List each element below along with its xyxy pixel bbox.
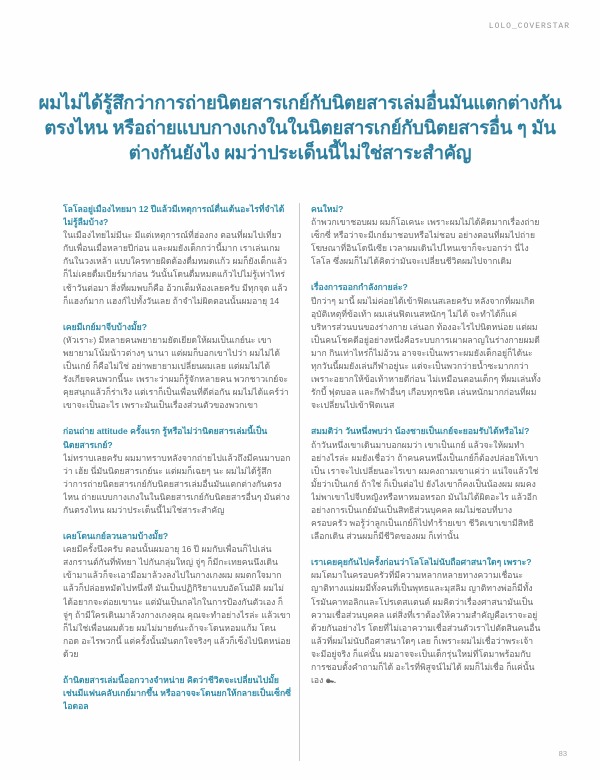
interview-answer-text: ผมโตมาในครอบครัวที่มีความหลากหลายทางความเชื่อนะ ญาติทางแม่ผมมีทั้งคนที่เป็นพุทธและมุสลิม ญาติทางพ่อก็มีทั้งโรมันคาทอลิกและโปรเตสแตนต์ ผมคิดว่าเรื่องศาสนามันเป็นความเชื่อส่วนบุคคล แต่สิ่งที่เราต้องให้ความสำคัญคือเราจะอยู่ด้วยกันอย่างไร โดยที่ไม่เอาความเชื่อส่วนตัวเราไปตัดสินคนอื่น แล้วที่ผมไม่นับถือศาสนาใดๆ เลย ก็เพราะผมไม่เชื่อว่าพระเจ้าจะมีอยู่จริง ก็แค่นั้น ผมอาจจะเป็นเด็กรุ่นใหม่ที่โตมาพร้อมกับการชอบตั้งคำถามก็ได้ อะไรที่พิสูจน์ไม่ได้ ผมก็ไม่เชื่อ ก็แค่นั้นเอง <box>311 570 541 686</box>
headline-line: ผมไม่ได้รู้สึกว่าการถ่ายนิตยสารเกย์กับนิตยสารเล่มอื่นมันแตกต่างกัน <box>38 92 562 113</box>
interview-question: สมมติว่า วันหนึ่งพบว่า น้องชายเป็นเกย์จะยอมรับได้หรือไม่? <box>311 426 530 437</box>
interview-answer: (หัวเราะ) มีหลายคนพยายามยัดเยียดให้ผมเป็นเกย์นะ เขาพยายามโน้มน้าวต่างๆ นานา แต่ผมก็บอกเขาไปว่า ผมไม่ได้เป็นเกย์ ก็คือไม่ใช่ อย่าพยายามเปลี่ยนผมเลย แต่ผมไม่ได้รังเกียจคนพวกนี้นะ เพราะว่าผมก็รู้จักหลายคน พวกชาวเกย์จะคุยสนุกแล้วก็ร่าเริง แต่เราก็เป็นเพื่อนที่ดีต่อกัน ผมไม่ได้แคร์ว่าเขาจะเป็นอะไร เพราะมันเป็นเรื่องส่วนตัวของพวกเขา <box>63 334 289 411</box>
interview-question: เคยโดนเกย์ลวนลามบ้างมั้ย? <box>63 531 169 542</box>
interview-answer: ถ้าพวกเขาชอบผม ผมก็โอเคนะ เพราะผมไม่ได้คิดมากเรื่องถ่ายเซ็กซี่ หรือว่าจะมีเกย์มาชอบหรือไม่ชอบ อย่างตอนที่ผมไปถ่ายโฆษณาที่อินโดนีเซีย เวลาผมเดินไปไหนเขาก็จะบอกว่า นี่ไงโลโล ซึ่งผมก็ไม่ได้คิดว่ามันจะเปลี่ยนชีวิตผมไปจากเดิม <box>311 217 540 267</box>
qa-block <box>63 321 291 413</box>
qa-block <box>311 203 541 268</box>
page-number: 83 <box>558 749 567 758</box>
qa-block <box>63 530 291 661</box>
interview-answer: ในเมืองไทยไม่มีนะ มีแต่เหตุการณ์ที่ฮ่องกง ตอนที่ผมไปเที่ยวกับเพื่อนเมื่อหลายปีก่อน และผมยังเด็กกว่านี้มาก เราเล่นเกมกันในวงเหล้า แบบใครทายผิดต้องดื่มหมดแก้ว ผมก็ยังเด็กแล้วก็ไม่เคยดื่มเบียร์มาก่อน วันนั้นโดนดื่มหมดแก้วไปไม่รู้เท่าไหร่ เช้าวันต่อมา สิ่งที่ผมพบก็คือ อ้วกเต็มห้องเลยครับ มีทุกจุด แล้วก็แฮงก์มาก แฮงก์ไปทั้งวันเลย ถ้าจำไม่ผิดตอนนั้นผมอายุ 14 <box>63 230 288 306</box>
end-of-article-mark: ๛ <box>325 675 336 686</box>
column-right <box>311 203 541 765</box>
column-divider <box>299 203 300 761</box>
interview-question: คนใหม่? <box>311 204 344 214</box>
interview-answer: ปีกว่าๆ มานี้ ผมไม่ค่อยได้เข้าฟิตเนสเลยครับ หลังจากที่ผมเกิดอุบัติเหตุที่ข้อเท้า ผมเล่นฟิตเนสหนักๆ ไม่ได้ จะทำได้ก็แค่บริหารส่วนบนของร่างกาย เล่นอก ท้องอะไรไปนิดหน่อย แต่ผมเป็นคนโชคดีอยู่อย่างหนึ่งคือระบบการเผาผลาญในร่างกายผมดีมาก กินเท่าไหร่ก็ไม่อ้วน อาจจะเป็นเพราะผมยังเด็กอยู่ก็ได้นะ ทุกวันนี้ผมยังเล่นกีฬาอยู่นะ แต่จะเป็นพวกว่ายน้ำซะมากกว่า เพราะอยากให้ข้อเท้าหายดีก่อน ไม่เหมือนตอนเด็กๆ ที่ผมเล่นทั้งรักบี้ ฟุตบอล และกีฬาอื่นๆ เกือบทุกชนิด เล่นหนักมากก่อนที่ผมจะเปลี่ยนไปเข้าฟิตเนส <box>311 295 541 411</box>
interview-answer <box>311 569 541 687</box>
headline-line: ตรงไหน หรือถ่ายแบบกางเกงในในนิตยสารเกย์กับนิตยสารอื่น ๆ มัน <box>44 117 556 138</box>
interview-question: เคยมีเกย์มาจีบบ้างมั้ย? <box>63 321 147 332</box>
running-header: LOLO_COVERSTAR <box>488 22 570 31</box>
qa-block <box>63 203 291 308</box>
interview-answer: ถ้าวันหนึ่งเขาเดินมาบอกผมว่า เขาเป็นเกย์ แล้วจะให้ผมทำอย่างไรล่ะ ผมยังเชื่อว่า ถ้าคนคนหนึ่งเป็นเกย์ก็ต้องปล่อยให้เขาเป็น เราจะไปเปลี่ยนอะไรเขา ผมคงถามเขาแค่ว่า แน่ใจแล้วใช่มั้ยว่าเป็นเกย์ ถ้าใช่ ก็เป็นต่อไป ยังไงเขาก็คงเป็นน้องผม ผมคงไม่พาเขาไปจีบหญิงหรือหาหมอหรอก มันไม่ได้ผิดอะไร แล้วอีกอย่างการเป็นเกย์มันเป็นสิทธิส่วนบุคคล ผมไม่ชอบที่บางครอบครัว พอรู้ว่าลูกเป็นเกย์ก็ไปทำร้ายเขา ชีวิตเขาเขามีสิทธิเลือกเดิน ส่วนผมก็มีชีวิตของผม ก็เท่านั้น <box>311 439 539 542</box>
interview-answer: ไม่ทราบเลยครับ ผมมาทราบหลังจากถ่ายไปแล้วถึงมีคนมาบอกว่า เฮ้ย นี่มันนิตยสารเกย์นะ แต่ผมก็เฉยๆ นะ ผมไม่ได้รู้สึกว่าการถ่ายนิตยสารเกย์กับนิตยสารเล่มอื่นมันแตกต่างกันตรงไหน ถ่ายแบบกางเกงในในนิตยสารเกย์กับนิตยสารอื่นๆ มันต่างกันตรงไหน ผมว่าประเด็นนี้ไม่ใช่สาระสำคัญ <box>63 452 291 515</box>
qa-block <box>311 556 541 687</box>
interview-question: เราเคยคุยกันไปครั้งก่อนว่าโลโลไม่นับถือศาสนาใดๆ เพราะ? <box>311 557 532 568</box>
pull-quote-headline <box>35 90 565 165</box>
qa-block <box>311 281 541 412</box>
interview-question: โลโลอยู่เมืองไทยมา 12 ปีแล้วมีเหตุการณ์ตื่นเต้นอะไรที่จำได้ไม่รู้ลืมบ้าง? <box>63 204 285 228</box>
interview-question: ก่อนถ่าย attitude ครั้งแรก รู้หรือไม่ว่านิตยสารเล่มนี้เป็นนิตยสารเกย์? <box>63 426 268 450</box>
interview-question: ถ้านิตยสารเล่มนี้ออกวางจำหน่าย คิดว่าชีวิตจะเปลี่ยนไปมั้ย เช่นมีแฟนคลับเกย์มากขึ้น หรืออาจจะโดนยกให้กลายเป็นเซ็กซี่ไอดอล <box>63 675 291 712</box>
interview-answer: เคยมีครั้งนึงครับ ตอนนั้นผมอายุ 16 ปี ผมกับเพื่อนก็ไปเล่นสงกรานต์กันที่พัทยา ไปกันกลุ่มใหญ่ จู่ๆ ก็มีกะเทยคนนึงเดินเข้ามาแล้วก็จะเอามือมาล้วงลงไปในกางเกงผม ผมตกใจมากแล้วก็ปล่อยหมัดไปหนึ่งที มันเป็นปฏิกิริยาแบบอัตโนมัติ ผมไม่ได้อยากจะต่อยเขานะ แต่มันเป็นกลไกในการป้องกันตัวเอง ก็จู่ๆ ถ้ามีใครเดินมาล้วงกางเกงคุณ คุณจะทำอย่างไรล่ะ แล้วเขาก็ไม่ใช่เพื่อนผมด้วย ผมไม่มายด์นะถ้าจะโดนหอมแก้ม โดนกอด อะไรพวกนี้ แต่ครั้งนั้นมันตกใจจริงๆ แล้วก็เซ็งไปนิดหน่อยด้วย <box>63 544 291 659</box>
qa-block <box>63 674 291 713</box>
qa-block <box>63 425 291 517</box>
qa-block <box>311 425 541 543</box>
headline-line: ต่างกันยังไง ผมว่าประเด็นนี้ไม่ใช่สาระสำคัญ <box>128 142 472 163</box>
column-left <box>63 203 291 765</box>
interview-question: เรื่องการออกกำลังกายล่ะ? <box>311 282 408 293</box>
